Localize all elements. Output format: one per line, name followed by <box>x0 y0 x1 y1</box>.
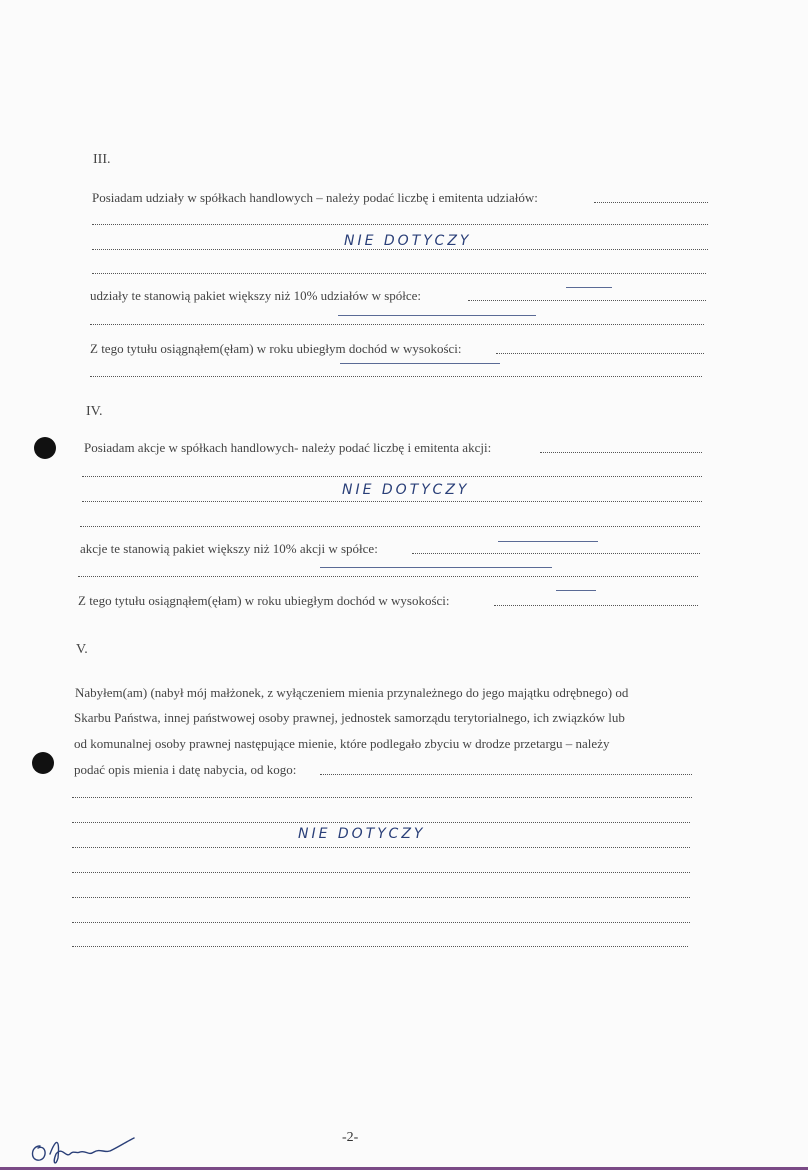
answer-line <box>72 797 692 798</box>
answer-line <box>594 202 708 203</box>
section-iii-stake-label: udziały te stanowią pakiet większy niż 10% udziałów w spółce: <box>90 288 422 303</box>
answer-line <box>90 324 704 325</box>
section-v-paragraph-line: Nabyłem(am) (nabył mój małżonek, z wyłączeniem mienia przynależnego do jego majątku odrębnego) od <box>75 685 629 700</box>
handwritten-signature <box>26 1128 146 1168</box>
answer-line <box>496 353 704 354</box>
section-iii-shares-label: Posiadam udziały w spółkach handlowych – należy podać liczbę i emitenta udziałów: <box>92 190 538 205</box>
section-v-paragraph-line: Skarbu Państwa, innej państwowej osoby prawnej, jednostek samorządu terytorialnego, ich związków lub <box>74 710 625 725</box>
answer-line <box>468 300 706 301</box>
answer-line <box>72 922 690 923</box>
pen-stroke <box>320 567 552 568</box>
answer-line <box>78 576 698 577</box>
answer-line <box>72 822 690 823</box>
answer-line <box>92 224 708 225</box>
answer-line <box>540 452 702 453</box>
answer-line <box>90 376 702 377</box>
section-iv-handwritten-answer: NIE DOTYCZY <box>342 482 470 498</box>
answer-line <box>92 249 708 250</box>
section-iii-handwritten-answer: NIE DOTYCZY <box>344 233 472 249</box>
answer-line <box>494 605 698 606</box>
pen-stroke <box>338 315 536 316</box>
pen-stroke <box>498 541 598 542</box>
answer-line <box>320 774 692 775</box>
punch-hole-bottom <box>32 752 54 774</box>
pen-stroke <box>556 590 596 591</box>
pen-stroke <box>340 363 500 364</box>
section-iv-income-label: Z tego tytułu osiągnąłem(ęłam) w roku ubiegłym dochód w wysokości: <box>78 593 450 608</box>
section-iv-stock-label: Posiadam akcje w spółkach handlowych- należy podać liczbę i emitenta akcji: <box>84 440 492 455</box>
punch-hole-top <box>34 437 56 459</box>
pen-stroke <box>566 287 612 288</box>
section-v-paragraph-line: od komunalnej osoby prawnej następujące mienie, które podlegało zbyciu w drodze przetargu – należy <box>74 736 610 751</box>
answer-line <box>72 872 690 873</box>
answer-line <box>82 501 702 502</box>
answer-line <box>72 847 690 848</box>
answer-line <box>412 553 700 554</box>
answer-line <box>92 273 706 274</box>
answer-line <box>72 946 688 947</box>
section-iv-heading: IV. <box>86 404 103 419</box>
section-v-handwritten-answer: NIE DOTYCZY <box>298 826 426 842</box>
answer-line <box>72 897 690 898</box>
answer-line <box>80 526 700 527</box>
section-v-heading: V. <box>76 642 88 657</box>
page-number: -2- <box>342 1130 359 1145</box>
section-iv-stake-label: akcje te stanowią pakiet większy niż 10% akcji w spółce: <box>80 541 378 556</box>
answer-line <box>82 476 702 477</box>
section-iii-heading: III. <box>93 152 111 167</box>
section-v-paragraph-line: podać opis mienia i datę nabycia, od kogo: <box>74 762 297 777</box>
section-iii-income-label: Z tego tytułu osiągnąłem(ęłam) w roku ubiegłym dochód w wysokości: <box>90 341 462 356</box>
